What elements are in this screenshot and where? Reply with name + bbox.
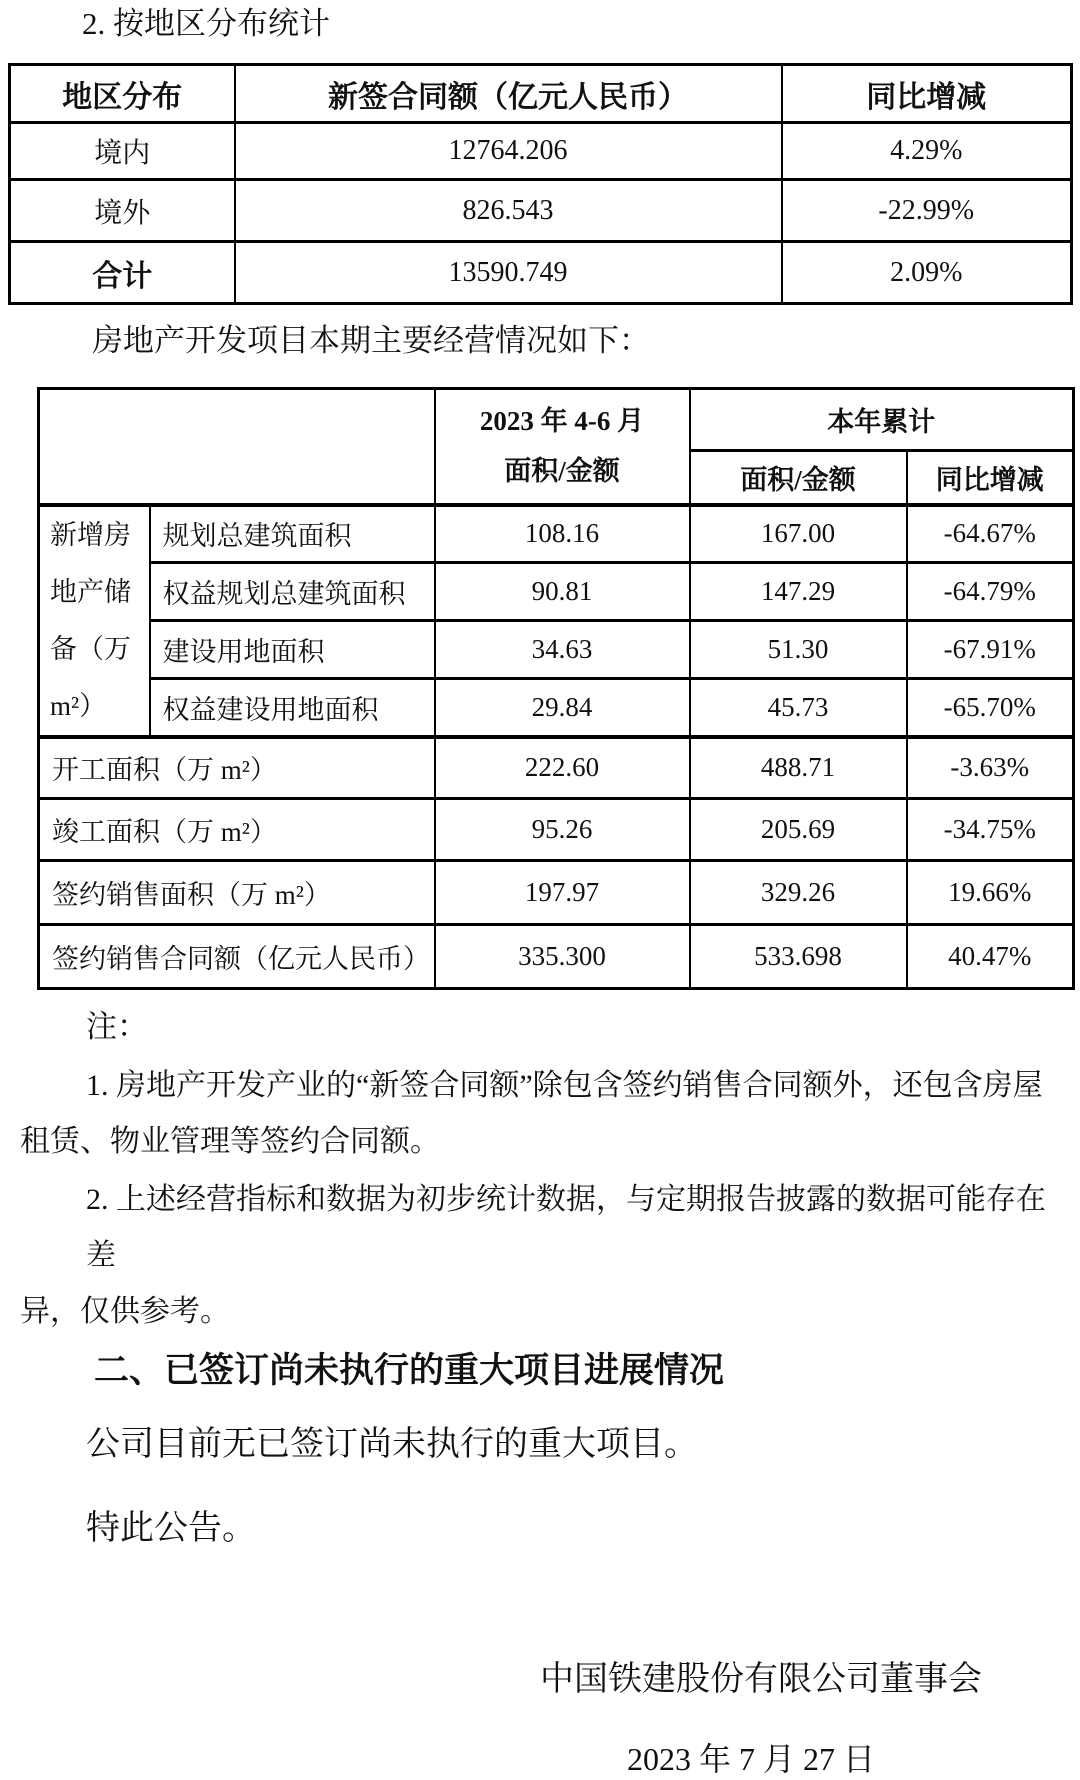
amount-header-cell: 新签合同额（亿元人民币） xyxy=(235,65,782,123)
region-distribution-table xyxy=(8,63,1073,305)
ytd-value-cell: 45.73 xyxy=(690,679,907,737)
q2-value-cell: 335.300 xyxy=(435,925,690,989)
announcement-page xyxy=(0,6,1080,1777)
region-cell: 境内 xyxy=(10,123,235,180)
ytd-value-cell: 51.30 xyxy=(690,621,907,679)
q2-value-cell: 95.26 xyxy=(435,799,690,861)
ytd-amount-header-cell: 面积/金额 xyxy=(690,451,907,505)
note-line: 租赁、物业管理等签约合同额。 xyxy=(20,1125,440,1158)
amount-cell: 12764.206 xyxy=(235,123,782,180)
yoy-value-cell: -3.63% xyxy=(907,737,1074,799)
group-label-line: 地产储 xyxy=(50,576,131,607)
section-title: 2. 按地区分布统计 xyxy=(82,6,330,41)
ytd-header-cell: 本年累计 xyxy=(690,389,1074,451)
row-label-cell: 竣工面积（万 m²） xyxy=(39,799,435,861)
ytd-value-cell: 147.29 xyxy=(690,563,907,621)
row-label-cell: 签约销售合同额（亿元人民币） xyxy=(39,925,435,989)
note-line: 异，仅供参考。 xyxy=(20,1295,230,1328)
ytd-value-cell: 488.71 xyxy=(690,737,907,799)
note-2 xyxy=(20,1172,1062,1340)
table-row xyxy=(39,621,1074,679)
row-label-cell: 权益建设用地面积 xyxy=(150,679,435,737)
yoy-value-cell: -65.70% xyxy=(907,679,1074,737)
row-label-cell: 开工面积（万 m²） xyxy=(39,737,435,799)
region-total-cell: 合计 xyxy=(10,242,235,304)
ytd-value-cell: 533.698 xyxy=(690,925,907,989)
table-row xyxy=(39,679,1074,737)
q2-value-cell: 197.97 xyxy=(435,861,690,925)
ytd-value-cell: 167.00 xyxy=(690,505,907,563)
note-1 xyxy=(20,1058,1062,1170)
row-label-cell: 建设用地面积 xyxy=(150,621,435,679)
region-cell: 境外 xyxy=(10,180,235,242)
yoy-value-cell: -64.67% xyxy=(907,505,1074,563)
group-label-line: 备（万 xyxy=(50,633,131,664)
section-two-heading: 二、已签订尚未执行的重大项目进展情况 xyxy=(94,1351,725,1390)
row-label-cell: 权益规划总建筑面积 xyxy=(150,563,435,621)
table-row xyxy=(39,799,1074,861)
table-row xyxy=(39,925,1074,989)
intro-paragraph: 房地产开发项目本期主要经营情况如下： xyxy=(92,323,650,358)
period-header-line1: 2023 年 4-6 月 xyxy=(479,406,645,437)
property-operations-table xyxy=(37,387,1075,990)
yoy-value-cell: -67.91% xyxy=(907,621,1074,679)
ytd-value-cell: 205.69 xyxy=(690,799,907,861)
date-line: 2023 年 7 月 27 日 xyxy=(626,1741,875,1777)
table-row xyxy=(39,505,1074,563)
property-table-header-row-1 xyxy=(39,389,1074,451)
yoy-cell: -22.99% xyxy=(782,180,1072,242)
corner-cell xyxy=(39,389,435,505)
closing-statement: 特此公告。 xyxy=(86,1510,256,1547)
q2-value-cell: 222.60 xyxy=(435,737,690,799)
yoy-value-cell: -64.79% xyxy=(907,563,1074,621)
yoy-value-cell: 40.47% xyxy=(907,925,1074,989)
q2-value-cell: 29.84 xyxy=(435,679,690,737)
group-label-line: m²） xyxy=(50,690,107,721)
yoy-value-cell: -34.75% xyxy=(907,799,1074,861)
table-row xyxy=(39,563,1074,621)
yoy-cell: 4.29% xyxy=(782,123,1072,180)
note-line: 1. 房地产开发产业的“新签合同额”除包含签约销售合同额外，还包含房屋 xyxy=(86,1069,1043,1102)
reserve-group-label-cell xyxy=(39,505,150,737)
q2-value-cell: 34.63 xyxy=(435,621,690,679)
region-header-cell: 地区分布 xyxy=(10,65,235,123)
yoy-value-cell: 19.66% xyxy=(907,861,1074,925)
amount-cell: 826.543 xyxy=(235,180,782,242)
group-label-line: 新增房 xyxy=(50,519,131,550)
row-label-cell: 签约销售面积（万 m²） xyxy=(39,861,435,925)
q2-value-cell: 108.16 xyxy=(435,505,690,563)
section-two-body: 公司目前无已签订尚未执行的重大项目。 xyxy=(86,1426,698,1463)
table-row xyxy=(39,737,1074,799)
ytd-yoy-header-cell: 同比增减 xyxy=(907,451,1074,505)
q2-value-cell: 90.81 xyxy=(435,563,690,621)
table-row xyxy=(39,861,1074,925)
table-row xyxy=(10,180,1072,242)
row-label-cell: 规划总建筑面积 xyxy=(150,505,435,563)
yoy-header-cell: 同比增减 xyxy=(782,65,1072,123)
region-table-header-row xyxy=(10,65,1072,123)
period-header-line2: 面积/金额 xyxy=(504,456,620,487)
table-row xyxy=(10,123,1072,180)
period-header-cell xyxy=(435,389,690,505)
notes-label: 注： xyxy=(86,1009,148,1044)
table-row-total xyxy=(10,242,1072,304)
note-line: 2. 上述经营指标和数据为初步统计数据，与定期报告披露的数据可能存在差 xyxy=(86,1183,1046,1272)
ytd-value-cell: 329.26 xyxy=(690,861,907,925)
yoy-cell: 2.09% xyxy=(782,242,1072,304)
amount-cell: 13590.749 xyxy=(235,242,782,304)
signature-line: 中国铁建股份有限公司董事会 xyxy=(540,1661,982,1698)
